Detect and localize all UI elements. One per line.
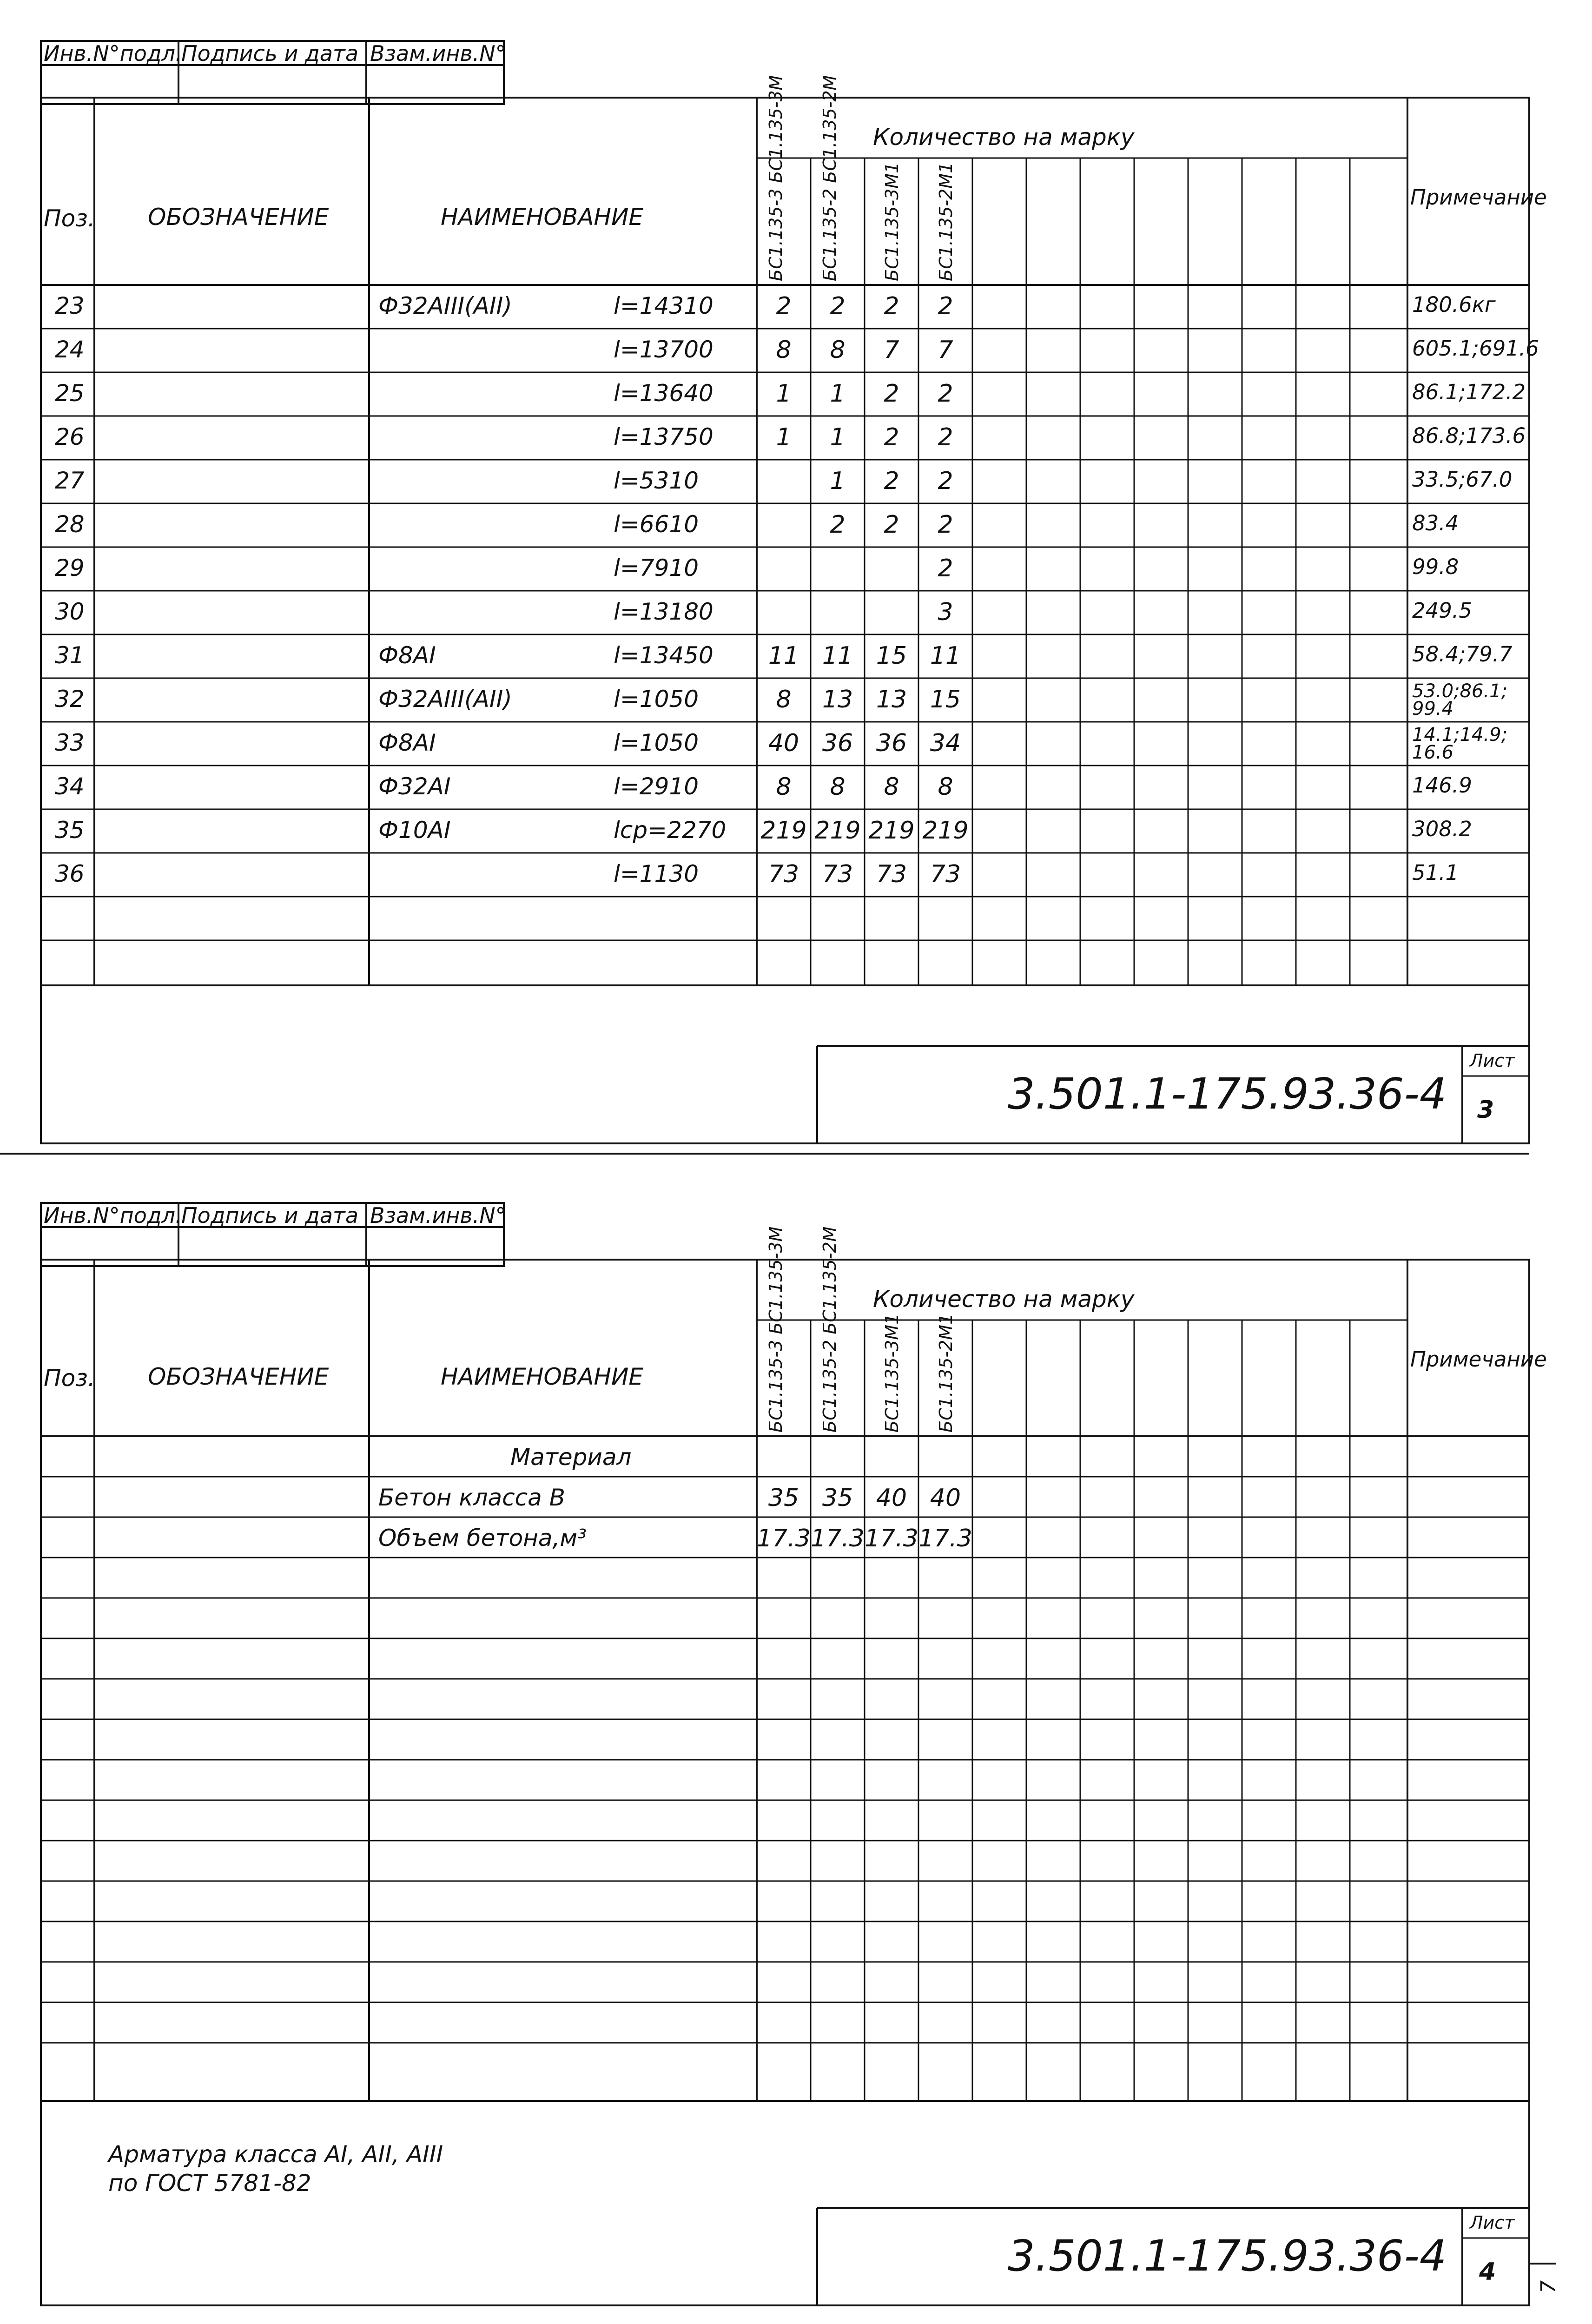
col-designation-header: ОБОЗНАЧЕНИЕ <box>148 204 329 231</box>
row-34-pos: 34 <box>55 773 85 800</box>
doc-code-2: 3.501.1-175.93.36-4 <box>1008 2231 1447 2281</box>
row-23-q1: 2 <box>776 292 792 320</box>
margin-mark: 7 <box>1537 2280 1560 2293</box>
row-29-length: l=7910 <box>614 555 699 581</box>
row-27-q3: 2 <box>884 467 899 495</box>
row-25-pos: 25 <box>55 380 85 407</box>
col-name-header: НАИМЕНОВАНИЕ <box>441 204 643 231</box>
row-30-q4: 3 <box>938 598 953 626</box>
material-section: Материал <box>510 1444 632 1471</box>
row-30-note: 249.5 <box>1412 598 1472 623</box>
row-33-length: l=1050 <box>614 729 699 756</box>
row-32-q3: 13 <box>876 686 907 713</box>
row-33-q4: 34 <box>930 729 961 757</box>
row-24-q1: 8 <box>776 336 792 364</box>
brand-header-1: БС1.135-3 БС1.135-3М <box>766 75 786 281</box>
sheet-4 <box>41 1199 1560 2305</box>
row-33-name: Ф8АI <box>378 729 436 756</box>
concrete-class-q4: 40 <box>930 1484 961 1512</box>
row-32-q4: 15 <box>930 686 961 713</box>
row-27-note: 33.5;67.0 <box>1412 467 1513 492</box>
row-26-note: 86.8;173.6 <box>1412 423 1526 448</box>
stamp-replace-inv: Взам.инв.N° <box>370 41 506 66</box>
row-36-note: 51.1 <box>1412 860 1459 885</box>
row-31-q4: 11 <box>930 642 961 670</box>
sheet-number: 3 <box>1477 1096 1494 1124</box>
row-32-note: 53.0;86.1; 99.4 <box>1412 680 1508 720</box>
row-27-pos: 27 <box>55 467 85 494</box>
footnote-line-2: по ГОСТ 5781-82 <box>108 2170 311 2197</box>
sheet-number-2: 4 <box>1479 2258 1496 2286</box>
row-24-q2: 8 <box>830 336 846 364</box>
row-23-q4: 2 <box>938 292 953 320</box>
row-24-q3: 7 <box>884 336 899 364</box>
col-qty-group-header-2: Количество на марку <box>873 1286 1135 1313</box>
brand-header-2b: БС1.135-2 БС1.135-2М <box>819 1226 840 1433</box>
row-29-pos: 29 <box>55 555 85 581</box>
col-qty-group-header: Количество на марку <box>873 124 1135 151</box>
row-24-pos: 24 <box>55 336 85 363</box>
concrete-class-q1: 35 <box>768 1484 799 1512</box>
row-36-pos: 36 <box>55 860 85 887</box>
row-25-q2: 1 <box>830 380 846 408</box>
row-24-length: l=13700 <box>614 336 713 363</box>
row-26-pos: 26 <box>55 423 85 450</box>
row-34-q3: 8 <box>884 773 899 801</box>
row-34-q4: 8 <box>938 773 953 801</box>
row-31-q2: 11 <box>822 642 853 670</box>
row-30-pos: 30 <box>55 598 85 625</box>
row-31-pos: 31 <box>55 642 85 669</box>
row-28-q4: 2 <box>938 511 953 539</box>
row-28-length: l=6610 <box>614 511 699 538</box>
sheet-label-2: Лист <box>1470 2212 1515 2233</box>
row-23-note: 180.6кг <box>1412 292 1496 317</box>
row-31-q1: 11 <box>768 642 799 670</box>
row-31-length: l=13450 <box>614 642 713 669</box>
stamp-inv-no-2: Инв.N°подл. <box>44 1203 182 1228</box>
footnote-line-1: Арматура класса АI, АII, АIII <box>108 2141 443 2168</box>
row-27-q2: 1 <box>830 467 846 495</box>
brand-header-4: БС1.135-2М1 <box>936 162 956 281</box>
concrete-class-q3: 40 <box>876 1484 907 1512</box>
row-30-length: l=13180 <box>614 598 713 625</box>
brand-header-3b: БС1.135-3М1 <box>882 1313 902 1433</box>
stamp-sign-date: Подпись и дата <box>181 41 359 66</box>
row-33-q2: 36 <box>822 729 853 757</box>
brand-header-4b: БС1.135-2М1 <box>936 1313 956 1433</box>
row-36-q1: 73 <box>768 860 799 888</box>
row-34-name: Ф32АI <box>378 773 451 800</box>
row-27-q4: 2 <box>938 467 953 495</box>
stamp-sign-date-2: Подпись и дата <box>181 1203 359 1228</box>
row-35-q1: 219 <box>760 817 807 845</box>
row-23-pos: 23 <box>55 292 85 319</box>
row-28-pos: 28 <box>55 511 85 538</box>
concrete-volume-name: Объем бетона,м³ <box>378 1525 587 1552</box>
row-36-q3: 73 <box>876 860 907 888</box>
row-26-length: l=13750 <box>614 423 713 450</box>
concrete-volume-q2: 17.3 <box>811 1525 865 1552</box>
row-34-length: l=2910 <box>614 773 699 800</box>
row-32-name: Ф32АIII(АII) <box>378 686 512 713</box>
row-35-q4: 219 <box>922 817 969 845</box>
row-33-q3: 36 <box>876 729 907 757</box>
row-23-q3: 2 <box>884 292 899 320</box>
row-26-q1: 1 <box>776 423 792 451</box>
row-34-note: 146.9 <box>1412 773 1472 798</box>
row-25-q4: 2 <box>938 380 953 408</box>
row-28-q2: 2 <box>830 511 846 539</box>
row-32-q2: 13 <box>822 686 853 713</box>
row-28-note: 83.4 <box>1412 511 1459 535</box>
row-36-length: l=1130 <box>614 860 699 887</box>
row-29-q4: 2 <box>938 555 953 582</box>
row-29-note: 99.8 <box>1412 555 1459 579</box>
concrete-volume-q1: 17.3 <box>757 1525 811 1552</box>
row-26-q2: 1 <box>830 423 846 451</box>
row-33-pos: 33 <box>55 729 85 756</box>
row-34-q2: 8 <box>830 773 846 801</box>
row-32-length: l=1050 <box>614 686 699 713</box>
row-25-length: l=13640 <box>614 380 713 407</box>
row-35-note: 308.2 <box>1412 817 1472 841</box>
row-33-q1: 40 <box>768 729 799 757</box>
row-35-q3: 219 <box>868 817 915 845</box>
sheet-3 <box>41 37 1547 1143</box>
row-32-pos: 32 <box>55 686 85 713</box>
row-35-pos: 35 <box>55 817 85 844</box>
row-24-note: 605.1;691.6 <box>1412 336 1539 361</box>
stamp-inv-no: Инв.N°подл. <box>44 41 182 66</box>
page-divider <box>0 1153 1529 1155</box>
brand-header-2: БС1.135-2 БС1.135-2М <box>819 75 840 281</box>
brand-header-1b: БС1.135-3 БС1.135-3М <box>766 1226 786 1433</box>
sheet-label: Лист <box>1470 1050 1515 1071</box>
brand-header-3: БС1.135-3М1 <box>882 162 902 281</box>
row-34-q1: 8 <box>776 773 792 801</box>
col-pos-header-2: Поз. <box>44 1365 95 1392</box>
row-31-q3: 15 <box>876 642 907 670</box>
row-36-q4: 73 <box>930 860 961 888</box>
row-23-q2: 2 <box>830 292 846 320</box>
row-35-name: Ф10АI <box>378 817 451 844</box>
row-23-length: l=14310 <box>614 292 713 319</box>
doc-code: 3.501.1-175.93.36-4 <box>1008 1069 1447 1119</box>
concrete-volume-q3: 17.3 <box>865 1525 918 1552</box>
col-pos-header: Поз. <box>44 205 95 232</box>
row-31-name: Ф8АI <box>378 642 436 669</box>
col-designation-header-2: ОБОЗНАЧЕНИЕ <box>148 1363 329 1390</box>
row-36-q2: 73 <box>822 860 853 888</box>
col-note-header: Примечание <box>1410 185 1547 210</box>
concrete-class-name: Бетон класса В <box>378 1484 565 1511</box>
concrete-volume-q4: 17.3 <box>918 1525 972 1552</box>
row-28-q3: 2 <box>884 511 899 539</box>
col-name-header-2: НАИМЕНОВАНИЕ <box>441 1363 643 1390</box>
row-33-note: 14.1;14.9; 16.6 <box>1412 724 1508 763</box>
stamp-replace-inv-2: Взам.инв.N° <box>370 1203 506 1228</box>
concrete-class-q2: 35 <box>822 1484 853 1512</box>
row-24-q4: 7 <box>938 336 953 364</box>
row-25-q3: 2 <box>884 380 899 408</box>
col-note-header-2: Примечание <box>1410 1347 1547 1372</box>
row-25-q1: 1 <box>776 380 792 408</box>
row-31-note: 58.4;79.7 <box>1412 642 1513 667</box>
row-26-q3: 2 <box>884 423 899 451</box>
row-25-note: 86.1;172.2 <box>1412 380 1526 404</box>
row-35-length: lср=2270 <box>614 817 727 844</box>
row-23-name: Ф32АIII(АII) <box>378 292 512 319</box>
row-35-q2: 219 <box>814 817 861 845</box>
row-27-length: l=5310 <box>614 467 699 494</box>
row-26-q4: 2 <box>938 423 953 451</box>
row-32-q1: 8 <box>776 686 792 713</box>
